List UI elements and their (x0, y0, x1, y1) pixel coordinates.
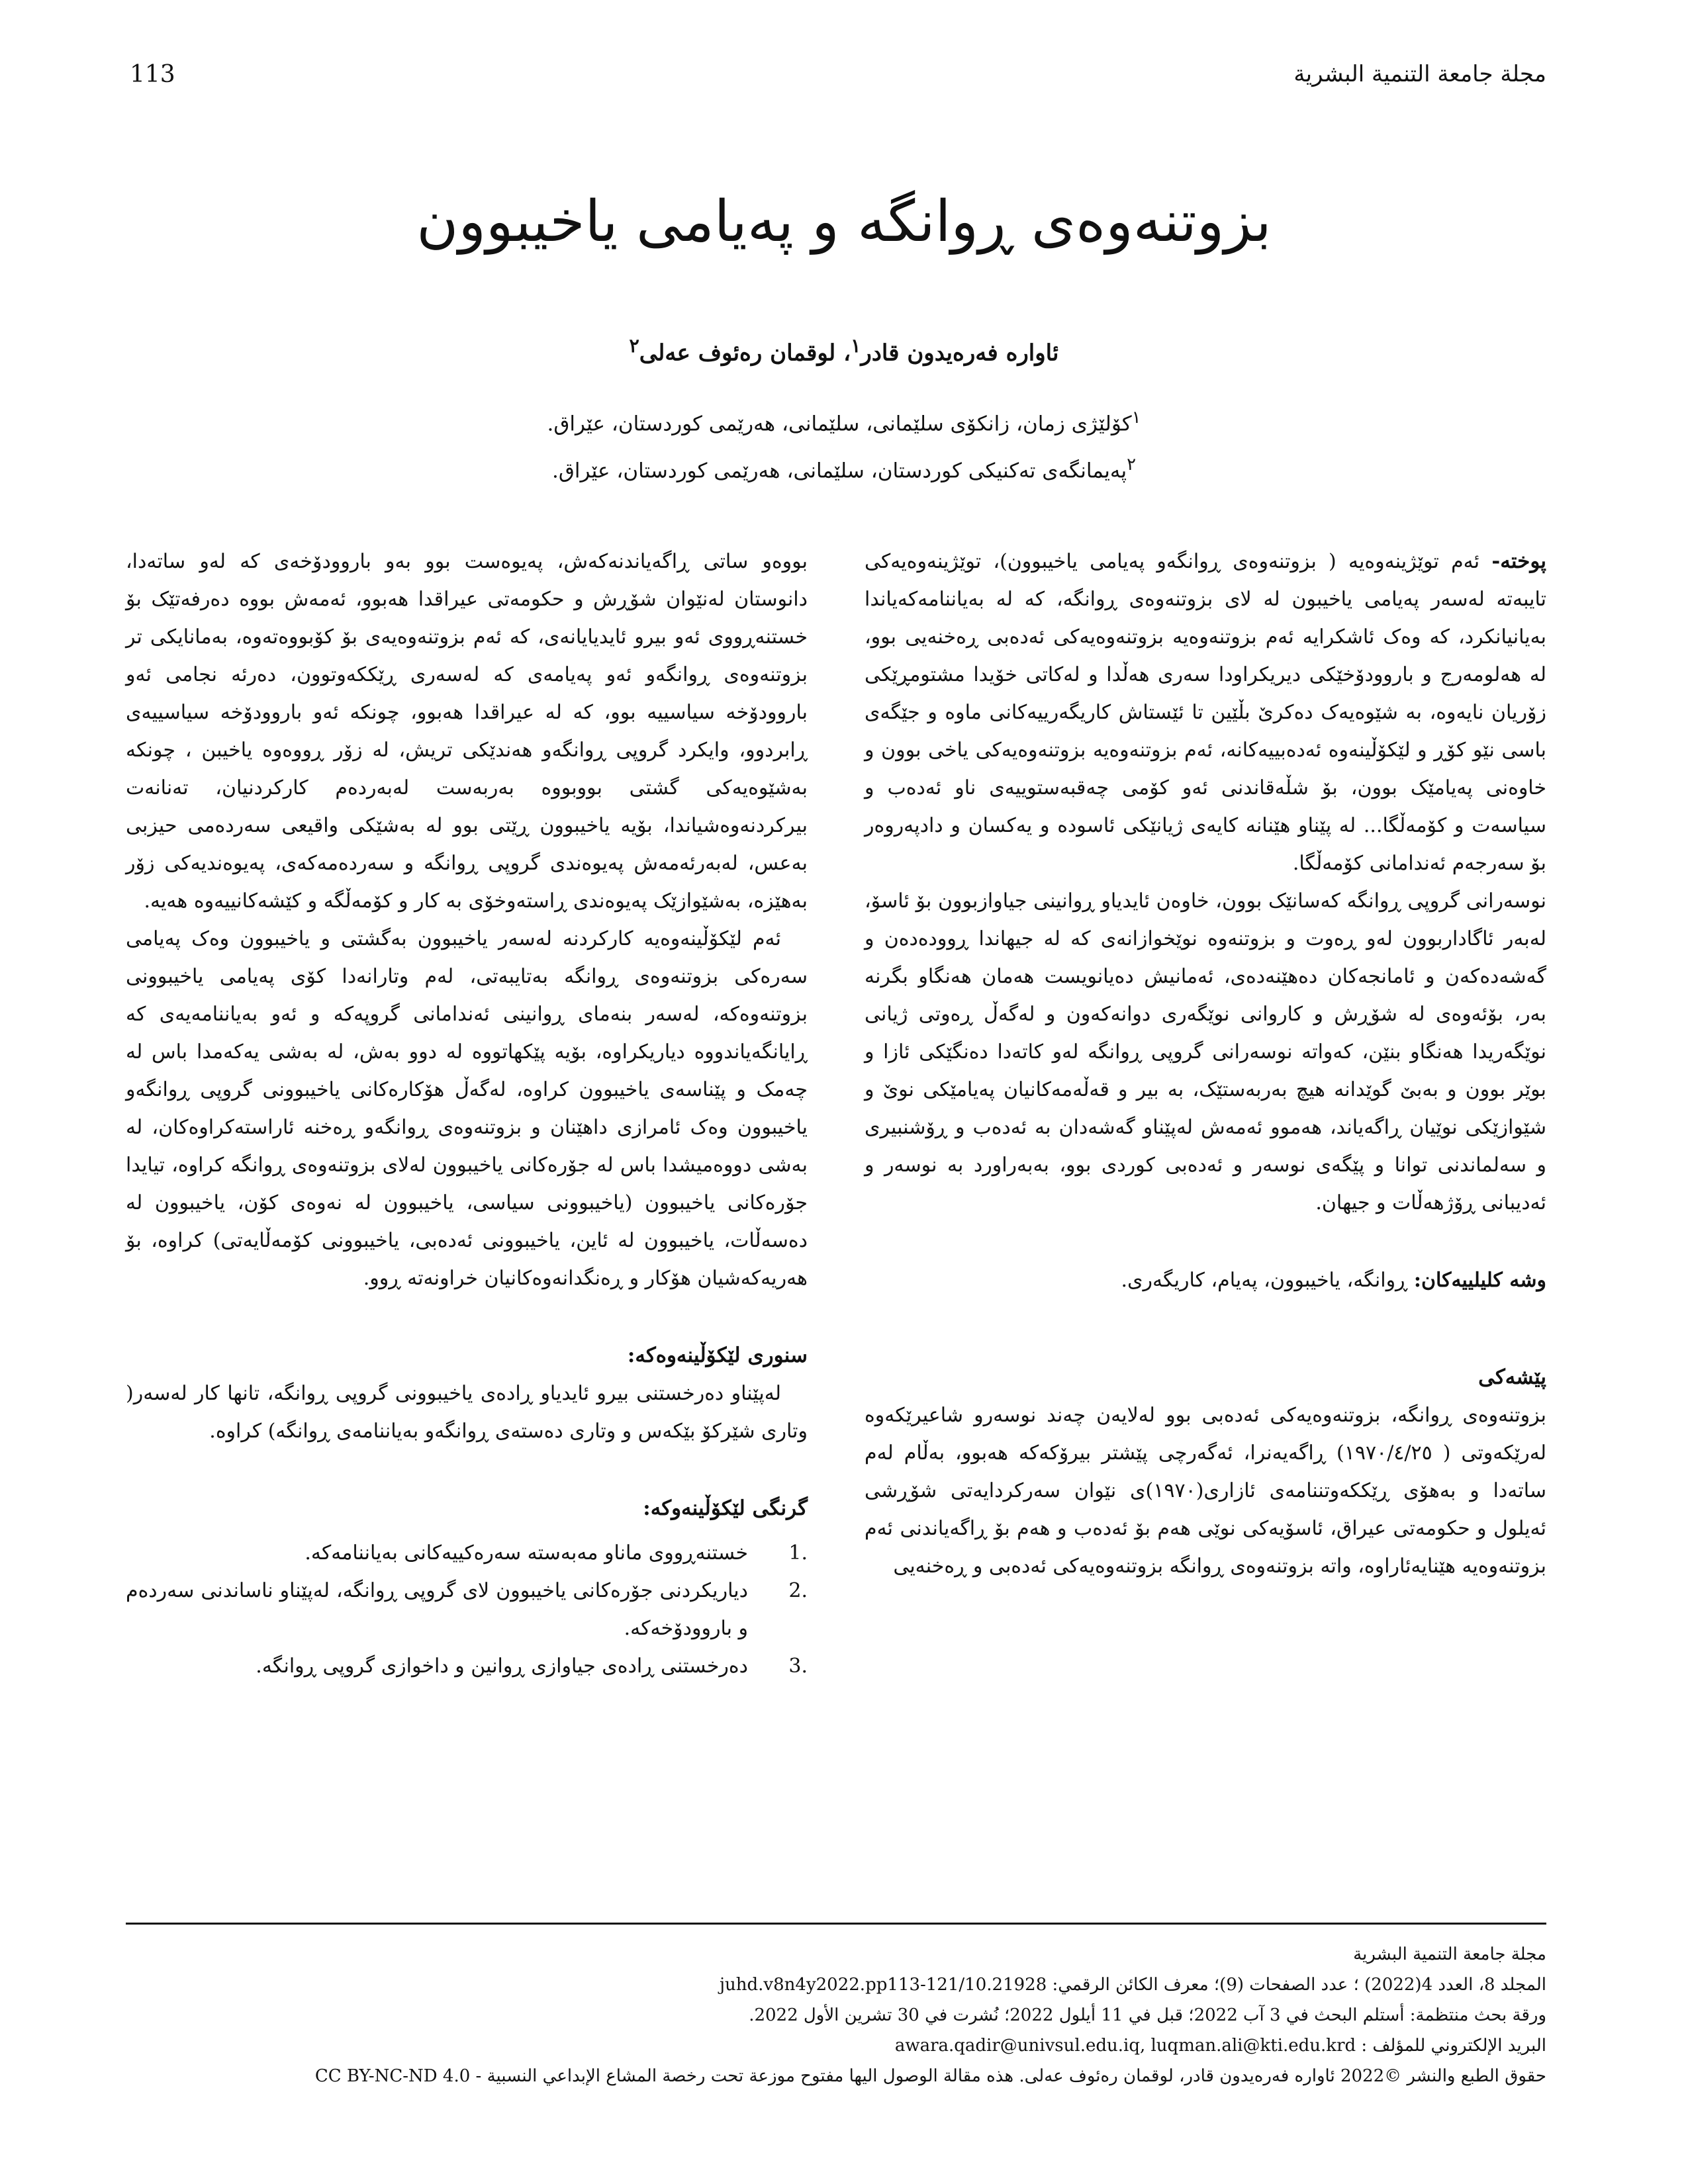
footer (126, 1939, 1546, 2091)
list-item-text: دیاریکردنی جۆرەکانی یاخیبوون لای گروپی ڕوانگە، لەپێناو ناساندنی سەردەم و باروودۆخەکە. (126, 1579, 748, 1640)
intro-heading: پێشەکی (1478, 1365, 1546, 1389)
abstract (865, 543, 1546, 882)
footer-journal: مجلة جامعة التنمية البشرية (1353, 1944, 1546, 1964)
body-paragraph-2: ئەم لێکۆڵینەوەیە کارکردنە لەسەر یاخیبوون بەگشتی و یاخیبوون وەک پەیامی سەرەکی بزوتنەوەی ڕوانگە بەتایبەتی، لەم وتارانەدا کۆی پەیامی یاخیبوونی بزوتنەوەکە، لەسەر بنەمای ڕوانینی ئەندامانی گروپەکە و ئەو بەیاننامەیەی کە ڕایانگەیاندووە دیاریکراوە، بۆیە پێکهاتووە لە دوو بەش، لە بەشی یەکەمدا باس لە چەمک و پێناسەی یاخیبوون کراوە، لەگەڵ هۆکارەکانی یاخیبوونی گروپی ڕوانگەو یاخیبوون وەک ئامرازی داهێنان و بزوتنەوەی ڕوانگەو ڕەخنە ئاراستەکراوەکان، لە بەشی دووەمیشدا باس لە جۆرەکانی یاخیبوون لەلای بزوتنەوەی ڕوانگە کراوە، تیایدا جۆرەکانی یاخیبوون (یاخیبوونی سیاسی، یاخیبوون لە نەوەی کۆن، یاخیبوون لە دەسەڵات، یاخیبوون لە ئاین، یاخیبوونی ئەدەبی، یاخیبوونی کۆمەڵایەتی) کراوە، بۆ هەریەکەشیان هۆکار و ڕەنگدانەوەکانیان خراونەتە ڕوو. (126, 927, 808, 1290)
importance-list (126, 1534, 808, 1685)
footer-divider (126, 1923, 1546, 1925)
footer-email-addresses[interactable]: awara.qadir@univsul.edu.iq, luqman.ali@kti.edu.krd (894, 2036, 1356, 2056)
abstract-text-2: نوسەرانی گروپی ڕوانگە کەسانێک بوون، خاوەن ئایدیاو ڕوانینی جیاوازبوون بۆ ئاسۆ، لەبەر ئاگاداربوون لەو ڕەوت و بزوتنەوە نوێخوازانەی کە لە جیهاندا ڕوودەدەن و گەشەدەکەن و ئامانجەکان دەهێنەدەی، ئەمانیش دەیانویست هەمان هەنگاو بگرنە بەر، بۆئەوەی لە شۆڕش و کاروانی نوێگەری دوانەکەون و لەگەڵ ڕەوتی ژیانی نوێگەریدا هەنگاو بنێن، کەواتە نوسەرانی گروپی ڕوانگە لەو کاتەدا دەنگێکی ئازا و بوێر بوون و بەبێ گوێدانە هیچ بەربەستێک، بە بیر و قەڵەمەکانیان پەیامێکی نوێ و شێوازێکی نوێیان ڕاگەیاند، هەموو ئەمەش لەپێناو گەشەدان بە ئەدەب و ڕۆشنبیری و سەلماندنی توانا و پێگەی نوسەر و ئەدەبی کوردی بوو، بەبەراورد بە نوسەر و ئەدیبانی ڕۆژهەڵات و جیهان. (865, 889, 1546, 1214)
keywords-text: ڕوانگە، یاخیبوون، پەیام، کاریگەری. (1121, 1269, 1408, 1292)
list-item (126, 1534, 808, 1572)
footer-dates: ورقة بحث منتظمة: أستلم البحث في 3 آب 2022؛ قبل في 11 أيلول 2022؛ نُشرت في 30 تشرين الأول 2022. (749, 2005, 1546, 2025)
affiliations (199, 397, 1489, 492)
left-column (126, 543, 808, 1685)
importance-heading: گرنگی لێکۆڵینەوکە: (643, 1496, 808, 1520)
list-item-number: .2 (788, 1579, 808, 1602)
affiliation-1: $^١$کۆلێژی زمان، زانکۆی سلێمانی، سلێمانی، هەرێمی کوردستان، عێراق. (547, 408, 1141, 436)
right-column (865, 543, 1546, 1585)
footer-volume-doi: المجلد 8، العدد 4(2022) ؛ عدد الصفحات (9)؛ معرف الكائن الرقمي: 10.21928/juhd.v8n4y2022.pp113-121 (719, 1975, 1546, 1995)
footer-email-label: البريد الإلكتروني للمؤلف : (1361, 2036, 1546, 2056)
scope-heading: سنوری لێکۆڵینەوەکە: (627, 1343, 808, 1367)
footer-copyright: حقوق الطبع والنشر ©2022 ئاوارە فەرەیدون قادر، لوقمان رەئوف عەلی. هذه مقالة الوصول اليها مفتوح موزعة تحت رخصة المشاع الإبداعي النسبية - CC BY-NC-ND 4.0 (314, 2066, 1546, 2086)
abstract-label: پوختە- (1491, 549, 1546, 573)
list-item-text: دەرخستنی ڕادەی جیاوازی ڕوانین و داخوازی گروپی ڕوانگە. (256, 1655, 748, 1678)
page-number: 113 (130, 61, 175, 88)
paper-title: بزوتنەوەی ڕوانگە و پەیامی یاخیبوون (416, 189, 1272, 255)
list-item (126, 1647, 808, 1685)
list-item (126, 1572, 808, 1647)
list-item-number: .3 (788, 1655, 808, 1678)
intro-text: بزوتنەوەی ڕوانگە، بزوتنەوەیەکی ئەدەبی بوو لەلایەن چەند نوسەرو شاعیرێکەوە لەرێکەوتی ( ١٩٧٠/٤/٢٥) ڕاگەیەنرا، ئەگەرچی پێشتر بیرۆکەکە هەبوو، بەڵام لەم ساتەدا و بەهۆی ڕێککەوتننامەی ئازاری(١٩٧٠)ی نێوان سەرکردایەتی شۆڕشی ئەیلول و حکومەتی عیراق، ئاسۆیەکی نوێی هەم بۆ ئەدەب و هەم بۆ ڕاگەیاندنی ئەم بزوتنەوەیە هێنایەئاراوە، واتە بزوتنەوەی ڕوانگە بزوتنەوەیەکی ئەدەبی و ڕەخنەیی (865, 1404, 1546, 1578)
list-item-text: خستنەڕووی ماناو مەبەستە سەرەکییەکانی بەیاننامەکە. (305, 1541, 748, 1565)
scope-text: لەپێناو دەرخستنی بیرو ئایدیاو ڕادەی یاخیبوونی گروپی ڕوانگە، تانها کار لەسەر( وتاری شێرکۆ بێکەس و وتاری دەستەی ڕوانگەو بەیاننامەی ڕوانگە) کراوە. (126, 1382, 808, 1443)
abstract-text-1: ئەم توێژینەوەیە ( بزوتنەوەی ڕوانگەو پەیامی یاخیبوون)، توێژینەوەیەکی تایبەتە لەسەر پەیامی یاخیبون لە لای بزوتنەوەی ڕوانگە، کە لە بەیاننامەکەیاندا بەیانیانکرد، کە وەک ئاشکرایە ئەم بزوتنەوەیە بزوتنەوەیەکی ئەدەبی ڕەخنەیی بوو، لە هەلومەرج و باروودۆخێکی دیریکراودا سەری هەڵدا و لەکاتی خۆیدا مشتومڕێکی زۆریان نایەوە، بە شێوەیەک دەکرێ بڵێین تا ئێستاش کاریگەرییەکانی ماوە و جێگەی باسی نێو کۆڕ و لێکۆڵینەوە ئەدەبییەکانە، ئەم بزوتنەوەیە بزوتنەوەیەکی یاخی بوون و خاوەنی پەیامێک بوون، بۆ شڵەقاندنی ئەو کۆمی چەقبەستوییەی ناو ئەدەب و سیاسەت و کۆمەڵگا... لە پێناو هێنانە کایەی ژیانێکی ئاسودە و یەکسان و دادپەروەر بۆ سەرجەم ئەندامانی کۆمەڵگا. (865, 550, 1546, 875)
body-paragraph-1: بووەو ساتی ڕاگەیاندنەکەش، پەیوەست بوو بەو باروودۆخەی کە لەو ساتەدا، دانوستان لەنێوان شۆڕش و حکومەتی عیراقدا هەبوو، ئەمەش بووە دەرفەتێک بۆ خستنەڕووی ئەو بیرو ئایدیایانەی، کە ئەم بزوتنەوەیەی بۆ کۆبووەتەوە، بەمانایکی تر بزوتنەوەی ڕوانگەو ئەو پەیامەی کە لەسەری ڕێککەوتوون، دەرئە نجامی ئەو باروودۆخە سیاسییە بوو، کە لە عیراقدا هەبوو، چونکە ئەو باروودۆخە سیاسییەی ڕابردوو، وایکرد گروپی ڕوانگەو هەندێکی تریش، لە زۆر ڕووەوە یاخیبن ، چونکە بەشێوەیەکی گشتی بووبووە بەربەست لەبەردەم کارکردنیان، تەنانەت بیرکردنەوەشیاندا، بۆیە یاخیبوون ڕێتی بوو لە بەشێکی واقیعی سەردەمی حیزبی بەعس، لەبەرئەمەش پەیوەندی گروپی ڕوانگە و سەردەمەکەی، پەیوەندیەکی زۆر بەهێزە، بەشێوازێک پەیوەندی ڕاستەوخۆی بە کار و کۆمەڵگە و کێشەکانییەوە هەیە. (126, 550, 808, 913)
author-list: ئاوارە فەرەیدون قادر$^١$، لوقمان رەئوف عەلی$^٢$ (629, 334, 1059, 367)
keywords-label: وشە کلیلییەکان: (1413, 1269, 1546, 1292)
keywords (865, 1261, 1546, 1299)
list-item-number: .1 (788, 1541, 808, 1565)
footer-email (126, 2030, 1546, 2061)
journal-name: مجلة جامعة التنمية البشرية (1293, 61, 1546, 87)
affiliation-2: $^٢$پەیمانگەی تەکنیکی کوردستان، سلێمانی، هەرێمی کوردستان، عێراق. (552, 455, 1136, 483)
